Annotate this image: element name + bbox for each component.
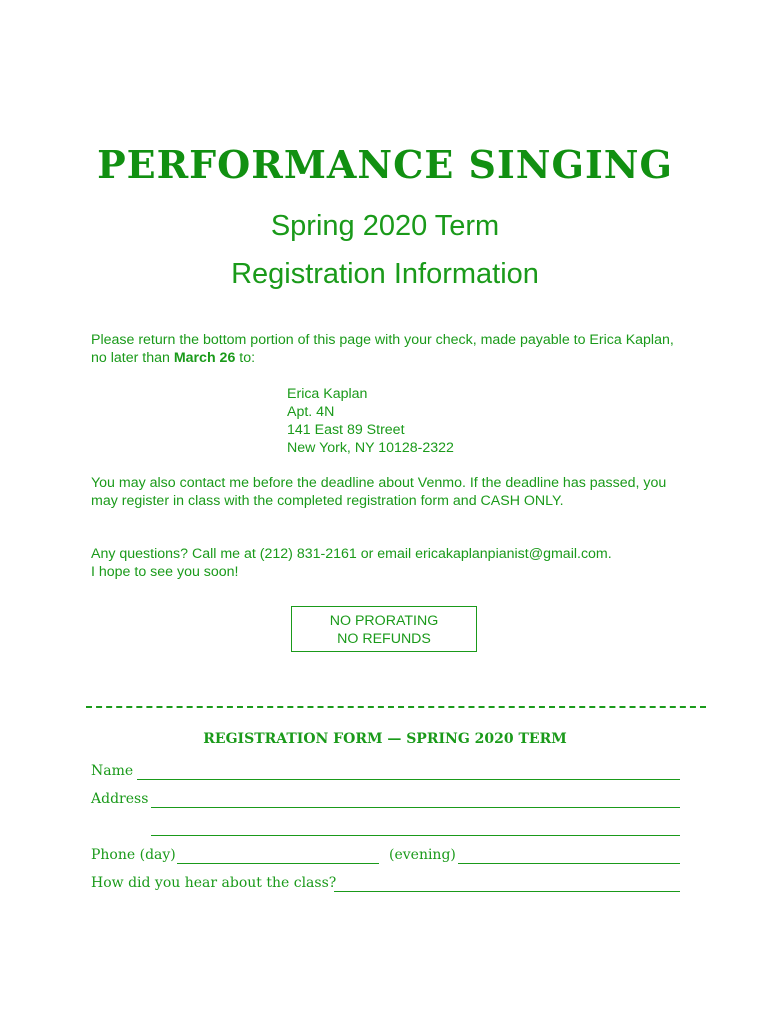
closing-line: I hope to see you soon! (91, 564, 239, 580)
referral-row (91, 875, 681, 895)
name-row (91, 763, 681, 783)
policy-notice-box (291, 606, 477, 652)
address-name: Erica Kaplan (287, 386, 368, 402)
cut-line-divider (86, 706, 706, 708)
address-city: New York, NY 10128-2322 (287, 440, 454, 456)
address-label: Address (91, 791, 149, 807)
phone-evening-label: (evening) (389, 847, 456, 863)
address-field-line1[interactable] (151, 807, 680, 808)
deadline-date: March 26 (173, 350, 236, 366)
phone-day-label: Phone (day) (91, 847, 176, 863)
name-field[interactable] (137, 779, 680, 780)
mailing-address (287, 385, 454, 457)
venmo-paragraph: You may also contact me before the deadline about Venmo. If the deadline has passed, you may register in class with the completed registration form and CASH ONLY. (91, 475, 667, 509)
phone-day-field[interactable] (177, 863, 379, 864)
phone-evening-field[interactable] (458, 863, 680, 864)
intro-paragraph (91, 331, 681, 367)
questions-paragraph (91, 545, 681, 581)
name-label: Name (91, 763, 134, 779)
address-row (91, 791, 681, 811)
address-apt: Apt. 4N (287, 404, 335, 420)
intro-text-after: to: (235, 350, 256, 366)
intro-text-before: Please return the bottom portion of this page with your check, made payable to Erica Kaplan, no later than (91, 332, 674, 366)
address-row-2 (91, 819, 681, 839)
form-title: REGISTRATION FORM — SPRING 2020 TERM (203, 731, 567, 747)
address-street: 141 East 89 Street (287, 422, 405, 438)
no-refunds-text: NO REFUNDS (337, 631, 431, 647)
referral-label: How did you hear about the class? (91, 875, 337, 891)
phone-row (91, 847, 681, 867)
term-subtitle: Spring 2020 Term (270, 210, 500, 242)
page-title: PERFORMANCE SINGING (97, 142, 673, 187)
contact-line: Any questions? Call me at (212) 831-2161 or email ericakaplanpianist@gmail.com. (91, 546, 612, 562)
no-prorating-text: NO PRORATING (329, 613, 439, 629)
address-field-line2[interactable] (151, 835, 680, 836)
referral-field[interactable] (334, 891, 680, 892)
info-subtitle: Registration Information (231, 258, 539, 290)
